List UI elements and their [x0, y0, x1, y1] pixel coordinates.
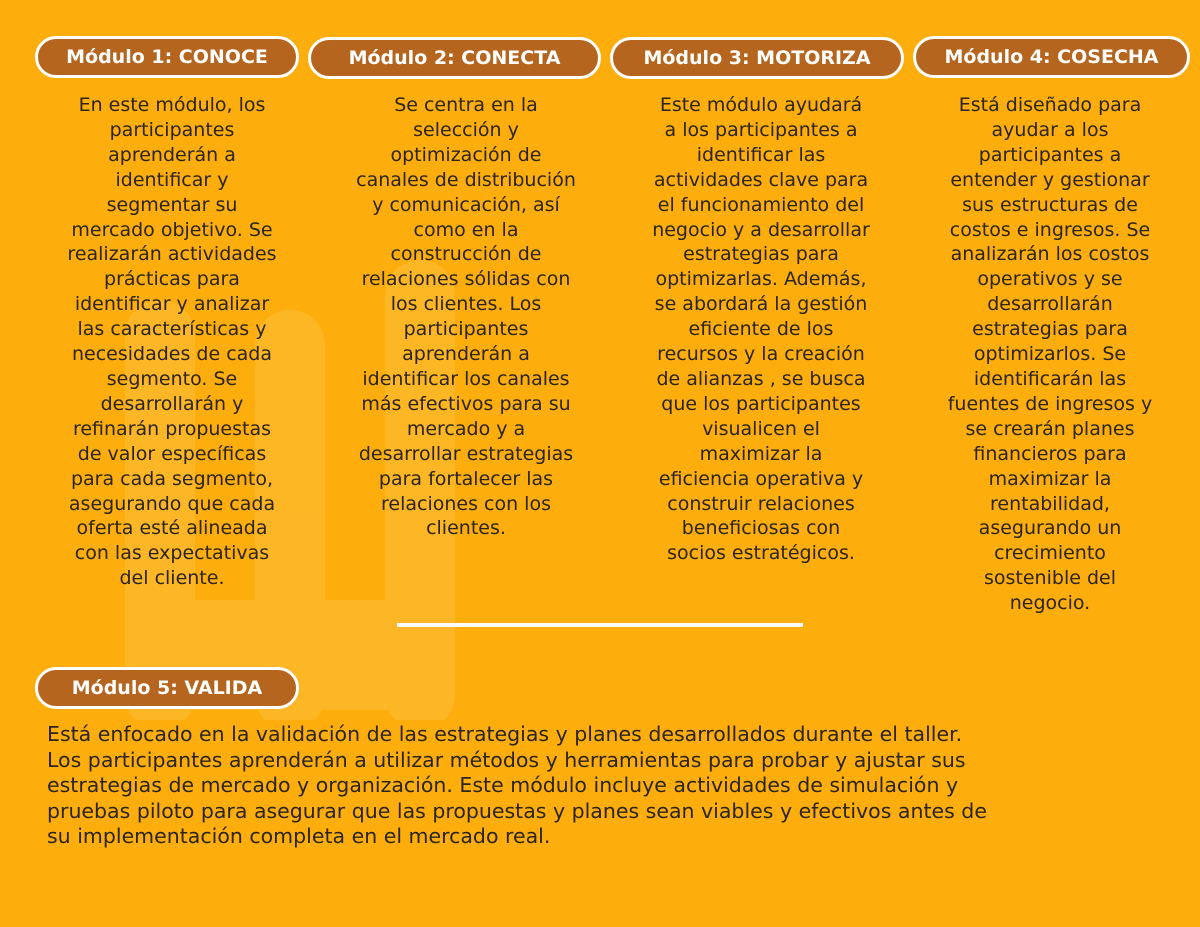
module-2-title: Módulo 2: CONECTA [308, 37, 601, 79]
module-3-description: Este módulo ayudará a los participantes a identificar las actividades clave para el funcionamiento del negocio y a desarrollar estrategias para optimizarlas. Además, se abordará la gestión eficiente de los recursos y la creación de alianzas , se busca que los participantes visualicen el maximizar la eficiencia operativa y construir relaciones beneficiosas con socios estratégicos. [652, 94, 870, 565]
module-1-title: Módulo 1: CONOCE [35, 36, 299, 78]
module-4-description: Está diseñado para ayudar a los participantes a entender y gestionar sus estructuras de costos e ingresos. Se analizarán los costos operativos y se desarrollarán estrategias para optimizarlos. Se identificarán las fuentes de ingresos y se crearán planes financieros para maximizar la rentabilidad, asegurando un crecimiento sostenible del negocio. [947, 94, 1153, 615]
divider-line [397, 623, 803, 627]
module-5-title: Módulo 5: VALIDA [35, 667, 299, 709]
module-1-description: En este módulo, los participantes aprenderán a identificar y segmentar su mercado objetivo. Se realizarán actividades prácticas para identificar y analizar las características y necesidades de cada segmento. Se desarrollarán y refinarán propuestas de valor específicas para cada segmento, asegurando que cada oferta esté alineada con las expectativas del cliente. [67, 94, 277, 590]
module-4-title: Módulo 4: COSECHA [913, 36, 1190, 78]
module-3-title: Módulo 3: MOTORIZA [610, 37, 904, 79]
module-2-description: Se centra en la selección y optimización de canales de distribución y comunicación, así como en la construcción de relaciones sólidas con los clientes. Los participantes aprenderán a identificar los canales más efectivos para su mercado y a desarrollar estrategias para fortalecer las relaciones con los clientes. [356, 94, 576, 540]
module-5-description: Está enfocado en la validación de las estrategias y planes desarrollados durante el taller. Los participantes aprenderán a utilizar métodos y herramientas para probar y ajustar sus estrategias de mercado y organización. Este módulo incluye actividades de simulación y pruebas piloto para asegurar que las propuestas y planes sean viables y efectivos antes de su implementación completa en el mercado real. [47, 722, 987, 848]
